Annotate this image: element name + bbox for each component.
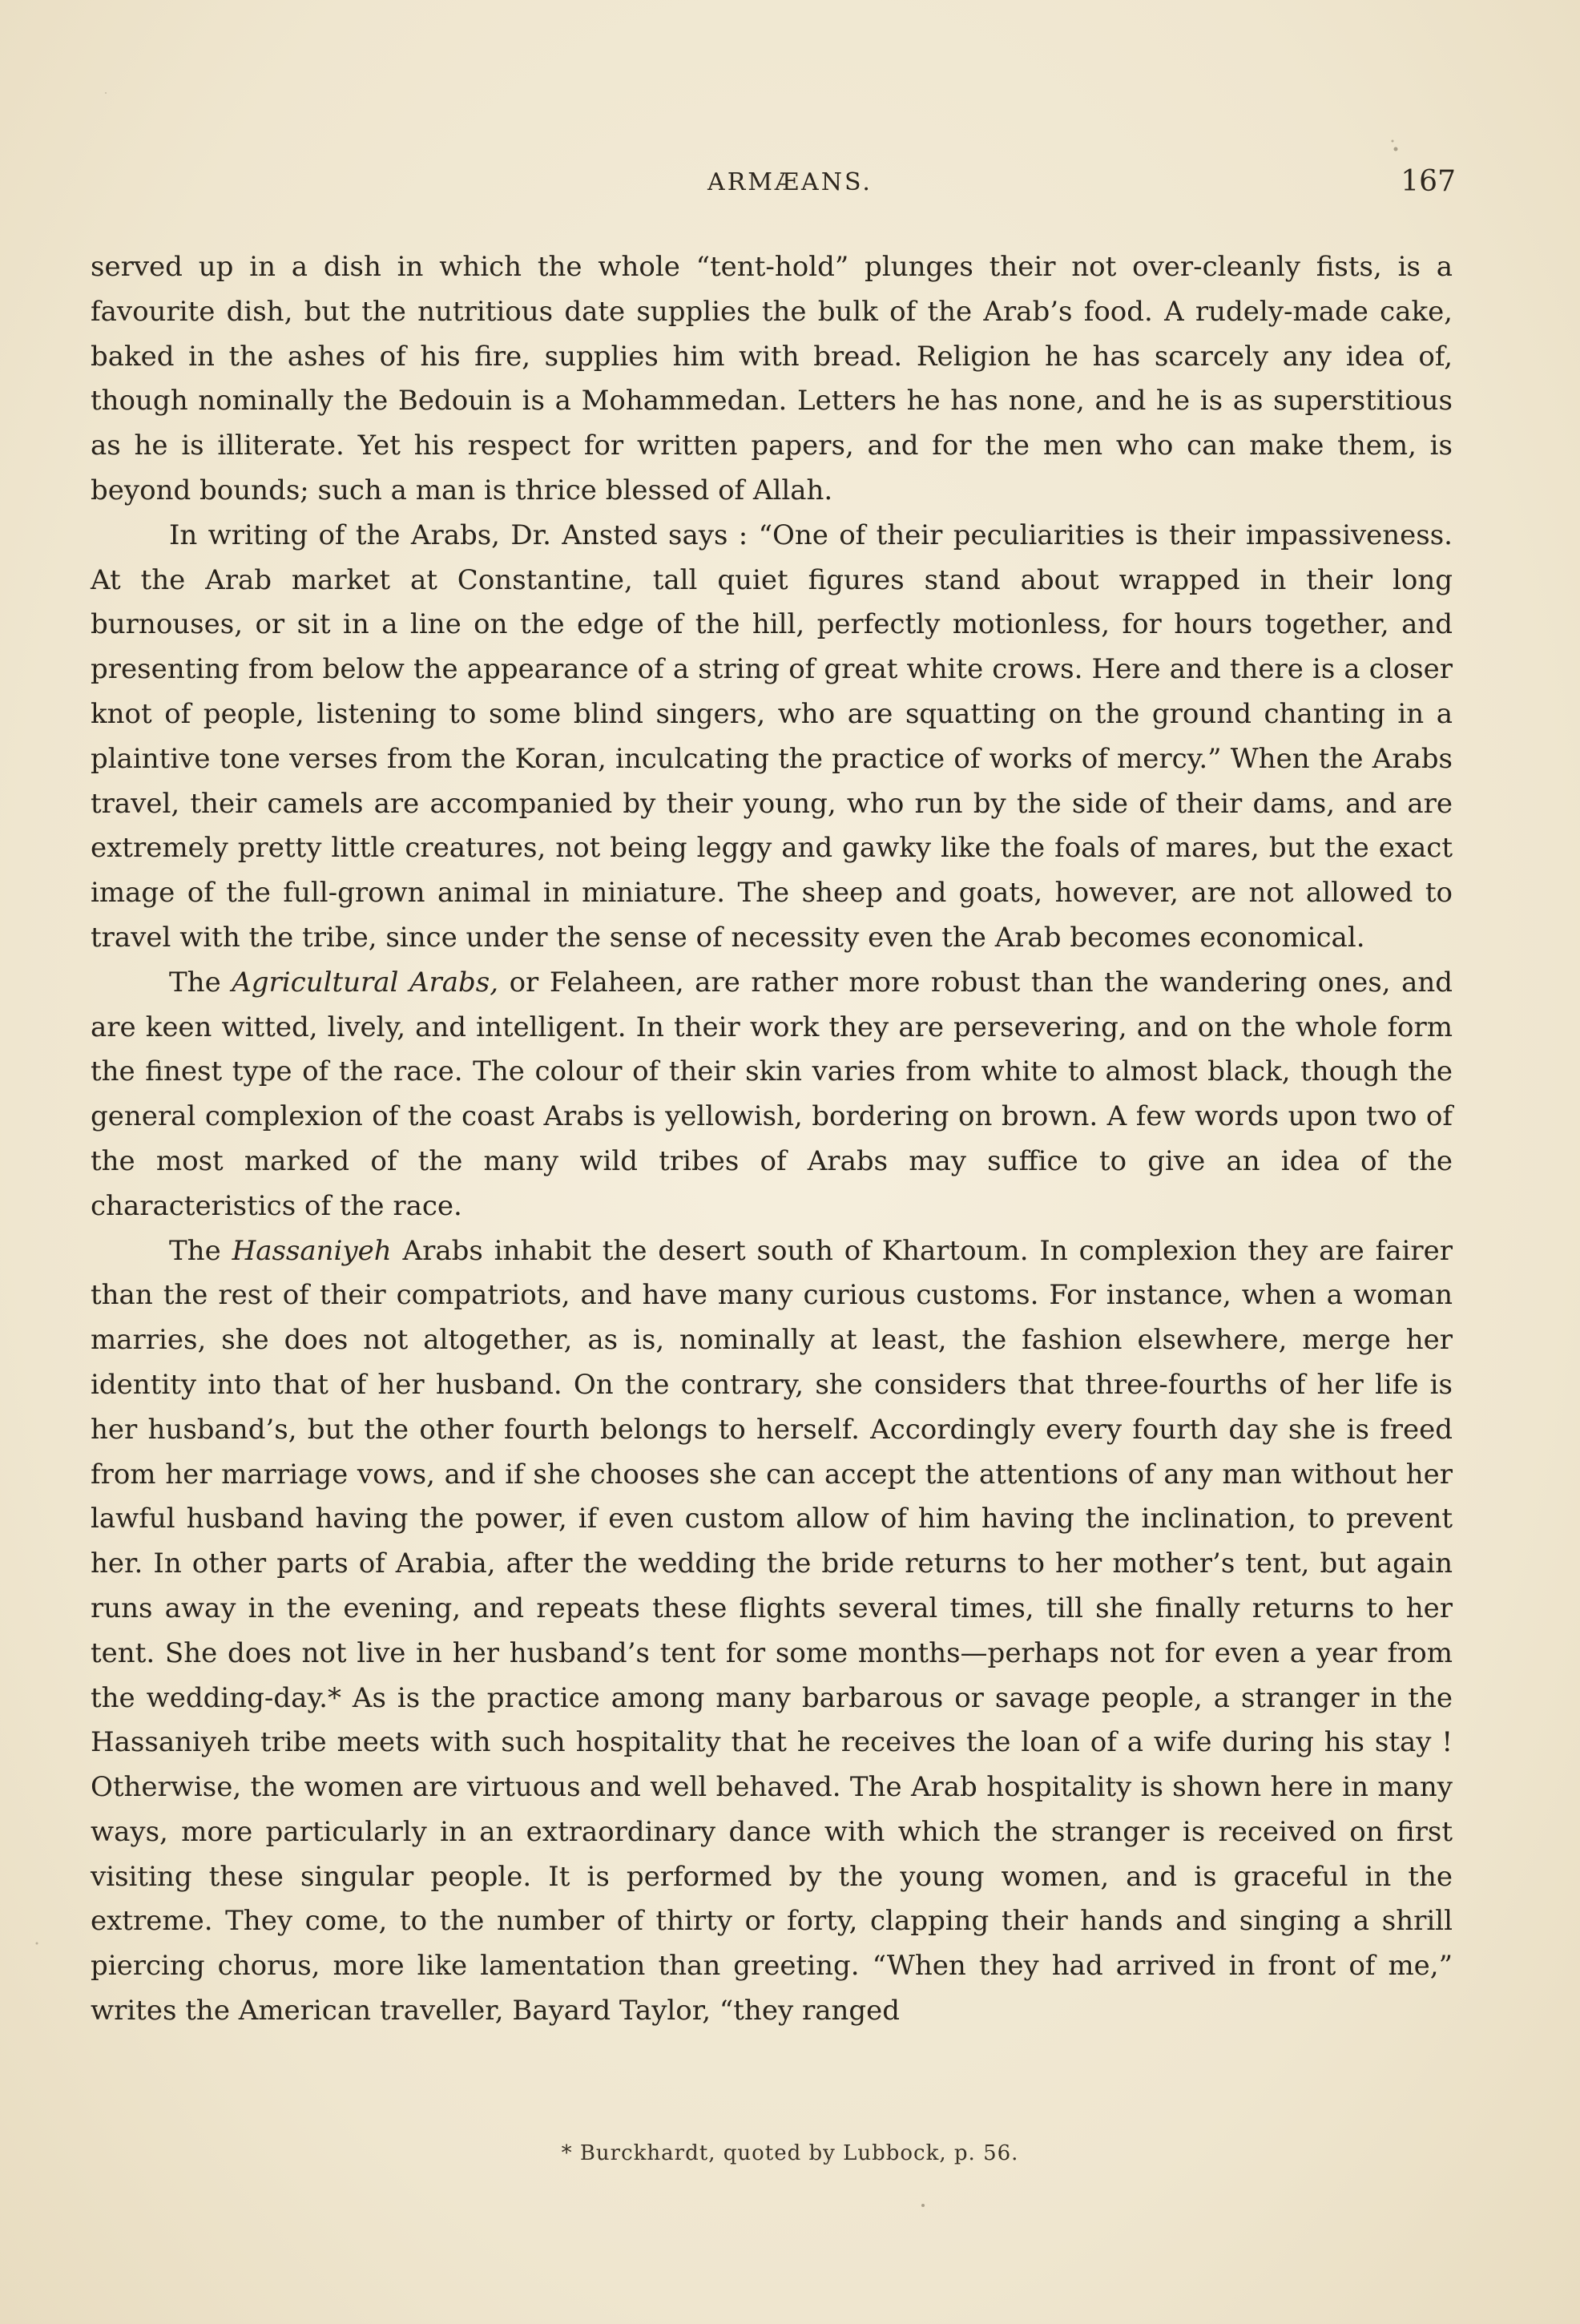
paragraph-text: The (169, 1234, 232, 1267)
footnote: * Burckhardt, quoted by Lubbock, p. 56. (561, 2141, 1019, 2165)
italic-term: Hassaniyeh (232, 1234, 392, 1267)
running-title: ARMÆANS. (707, 168, 873, 196)
paragraph-text: Arabs inhabit the desert south of Khartoum. In complexion they are fairer than the rest of their compatriots, and have many curious customs. For instance, when a woman marries, she does not altogether, as is, nominally at least, the fashion elsewhere, merge her identity into that of her husband. On the contrary, she considers that three-fourths of her life is her husband’s, but the other fourth belongs to herself. Accordingly every fourth day she is freed from her marriage vows, and if she chooses she can accept the attentions of any man without her lawful husband having the power, if even custom allow of him having the inclination, to prevent her. In other parts of Arabia, after the wedding the bride returns to her mother’s tent, but again runs away in the evening, and repeats these flights several times, till she finally returns to her tent. She does not live in her husband’s tent for some months—perhaps not for even a year from the wedding-day.* As is the practice among many barbarous or savage people, a stranger in the Hassaniyeh tribe meets with such hospitality that he receives the loan of a wife during his stay ! Otherwise, the women are virtuous and well behaved. The Arab hospitality is shown here in many ways, more particularly in an extraordinary dance with which the stranger is received on first visiting these singular people. It is performed by the young women, and is graceful in the extreme. They come, to the number of thirty or forty, clapping their hands and singing a shrill piercing chorus, more like lamentation than greeting. “When they had arrived in front of me,” writes the American traveller, Bayard Taylor, “they ranged (91, 1234, 1453, 2027)
paragraph (91, 1229, 1453, 2034)
paragraph (91, 514, 1453, 961)
paragraph-text: or Felaheen, are rather more robust than the wandering ones, and are keen witted, lively, and intelligent. In their work they are persevering, and on the whole form the finest type of the race. The colour of their skin varies from white to almost black, though the general complexion of the coast Arabs is yellowish, bordering on brown. A few words upon two of the most marked of the many wild tribes of Arabs may suffice to give an idea of the characteristics of the race. (91, 966, 1453, 1222)
body-text (91, 245, 1453, 2034)
paragraph (91, 961, 1453, 1229)
paragraph (91, 245, 1453, 514)
paragraph-text: The (169, 966, 232, 999)
italic-term: Agricultural Arabs, (232, 966, 499, 999)
running-head (0, 165, 1580, 208)
paragraph-text: In writing of the Arabs, Dr. Ansted says : “One of their peculiarities is their impassiveness. At the Arab market at Constantine, tall quiet figures stand about wrapped in their long burnouses, or sit in a line on the edge of the hill, perfectly motionless, for hours together, and presenting from below the appearance of a string of great white crows. Here and there is a closer knot of people, listening to some blind singers, who are squatting on the ground chanting in a plaintive tone verses from the Koran, inculcating the practice of works of mercy.” When the Arabs travel, their camels are accompanied by their young, who run by the side of their dams, and are extremely pretty little creatures, not being leggy and gawky like the foals of mares, but the exact image of the full-grown animal in miniature. The sheep and goats, however, are not allowed to travel with the tribe, since under the sense of necessity even the Arab becomes economical. (91, 518, 1453, 954)
paragraph-text: served up in a dish in which the whole “tent-hold” plunges their not over-cleanly fists, is a favourite dish, but the nutritious date supplies the bulk of the Arab’s food. A rudely-made cake, baked in the ashes of his fire, supplies him with bread. Religion he has scarcely any idea of, though nominally the Bedouin is a Mohammedan. Letters he has none, and he is as superstitious as he is illiterate. Yet his respect for written papers, and for the men who can make them, is beyond bounds; such a man is thrice blessed of Allah. (91, 251, 1453, 506)
page-number: 167 (1401, 165, 1456, 198)
